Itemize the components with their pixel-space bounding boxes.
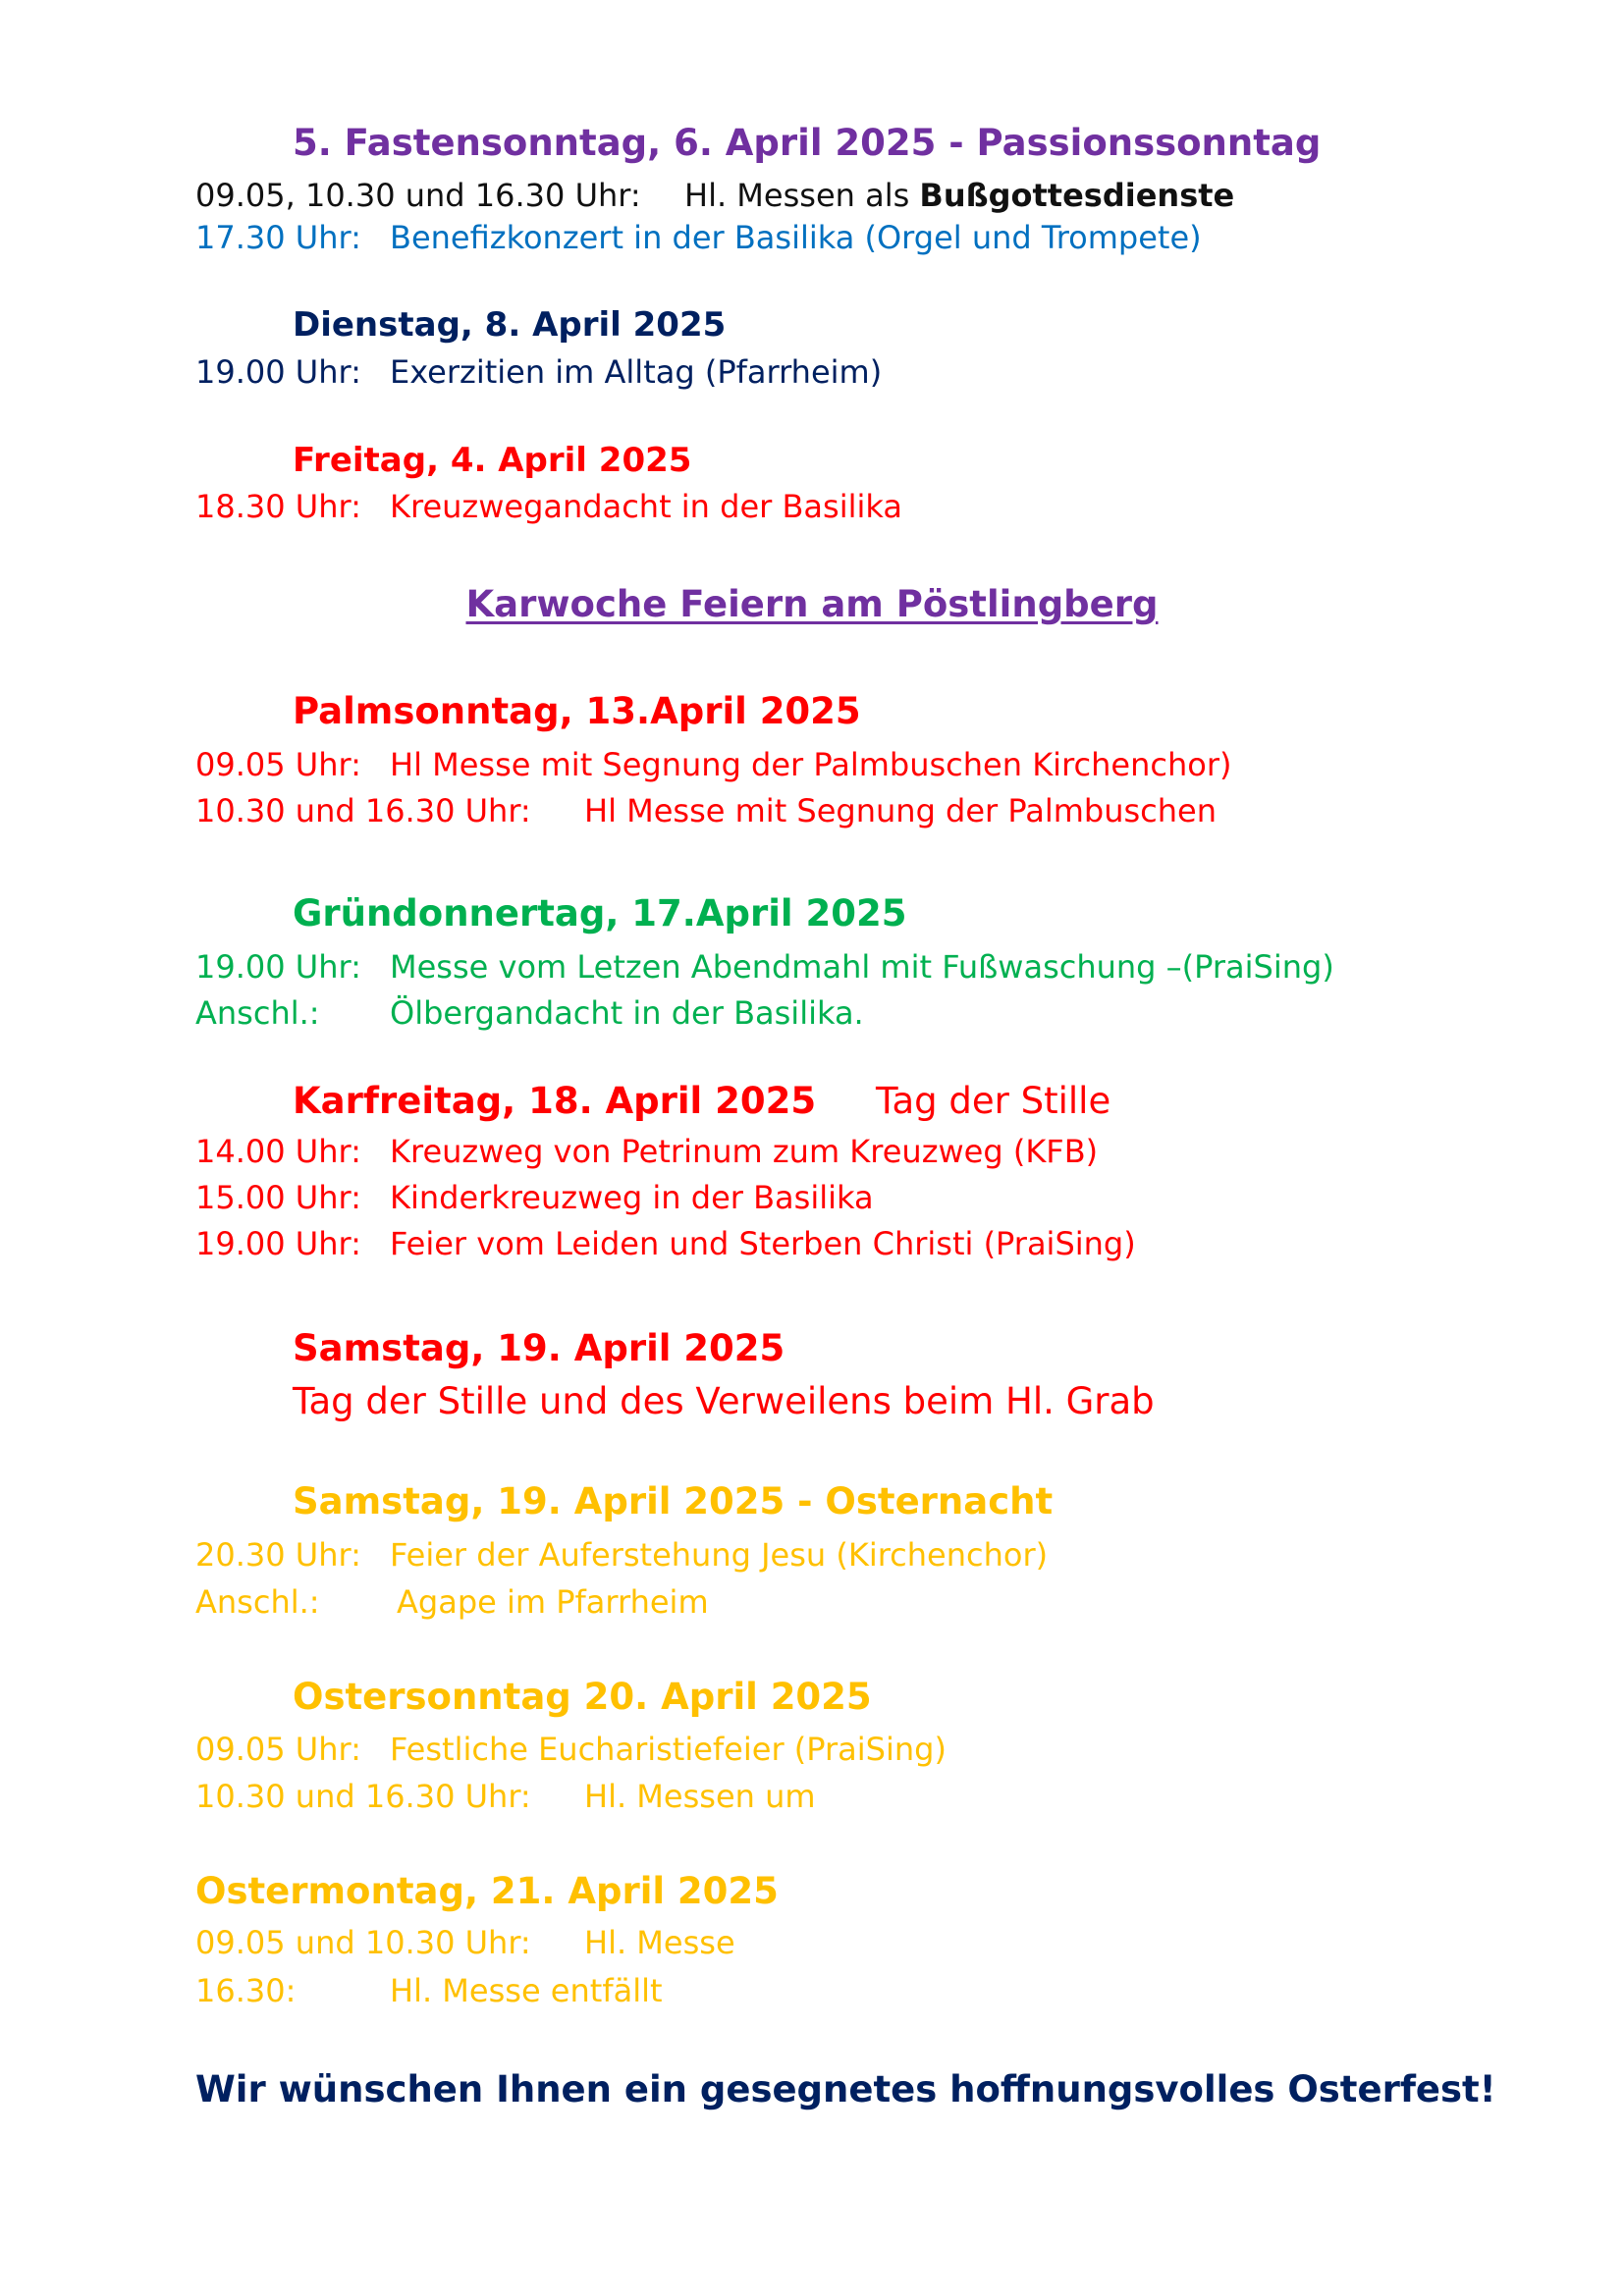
row-text: Hl Messe mit Segnung der Palmbuschen (584, 792, 1218, 829)
row-text: Feier vom Leiden und Sterben Christi (PraiSing) (390, 1225, 1136, 1262)
row-text: Hl Messe mit Segnung der Palmbuschen Kirchenchor) (390, 746, 1232, 783)
row-time: 17.30 Uhr: (195, 219, 361, 256)
heading-palmsonntag: Palmsonntag, 13.April 2025 (293, 690, 861, 732)
heading-freitag: Freitag, 4. April 2025 (293, 441, 692, 480)
heading-ostersonntag: Ostersonntag 20. April 2025 (293, 1676, 872, 1718)
row-text: Hl. Messen um (584, 1778, 816, 1815)
row-text: Hl. Messe entfällt (390, 1972, 663, 2009)
karwoche-title: Karwoche Feiern am Pöstlingberg (465, 583, 1159, 625)
row-text: Kinderkreuzweg in der Basilika (390, 1179, 874, 1216)
heading-osternacht: Samstag, 19. April 2025 - Osternacht (293, 1480, 1054, 1522)
heading-ostermontag: Ostermontag, 21. April 2025 (195, 1870, 779, 1912)
row-text: Benefizkonzert in der Basilika (Orgel und Trompete) (390, 219, 1202, 256)
row-time: 10.30 und 16.30 Uhr: (195, 1778, 531, 1815)
heading-dienstag: Dienstag, 8. April 2025 (293, 305, 727, 345)
row-time: 19.00 Uhr: (195, 353, 361, 391)
row-text: Festliche Eucharistiefeier (PraiSing) (390, 1731, 947, 1768)
row-text (684, 177, 1234, 214)
row-text: Agape im Pfarrheim (397, 1583, 709, 1621)
row-text: Messe vom Letzen Abendmahl mit Fußwaschung –(PraiSing) (390, 948, 1334, 986)
row-text: Kreuzweg von Petrinum zum Kreuzweg (KFB) (390, 1133, 1099, 1170)
row-time: 09.05 und 10.30 Uhr: (195, 1924, 531, 1961)
row-time: 14.00 Uhr: (195, 1133, 361, 1170)
closing-greeting: Wir wünschen Ihnen ein gesegnetes hoffnungsvolles Osterfest! (195, 2068, 1496, 2110)
row-text: Hl. Messe (584, 1924, 735, 1961)
row-text: Kreuzwegandacht in der Basilika (390, 488, 902, 525)
row-time: 15.00 Uhr: (195, 1179, 361, 1216)
row-text: Feier der Auferstehung Jesu (Kirchenchor) (390, 1536, 1049, 1574)
row-time: 09.05 Uhr: (195, 1731, 361, 1768)
samstag-subline: Tag der Stille und des Verweilens beim Hl. Grab (293, 1380, 1155, 1422)
heading-gruendonnerstag: Gründonnertag, 17.April 2025 (293, 892, 907, 934)
row-time: Anschl.: (195, 1583, 320, 1621)
heading-karfreitag-extra: Tag der Stille (876, 1080, 1111, 1122)
row-text-plain: Hl. Messen als (684, 177, 920, 214)
heading-samstag: Samstag, 19. April 2025 (293, 1327, 785, 1369)
heading-karfreitag: Karfreitag, 18. April 2025 (293, 1080, 817, 1122)
row-text: Ölbergandacht in der Basilika. (390, 994, 864, 1032)
row-time: 19.00 Uhr: (195, 948, 361, 986)
row-text-bold: Bußgottesdienste (919, 177, 1235, 214)
row-time: 20.30 Uhr: (195, 1536, 361, 1574)
row-time: 19.00 Uhr: (195, 1225, 361, 1262)
row-text: Exerzitien im Alltag (Pfarrheim) (390, 353, 883, 391)
heading-fastensonntag: 5. Fastensonntag, 6. April 2025 - Passionssonntag (293, 122, 1322, 164)
row-time: 18.30 Uhr: (195, 488, 361, 525)
row-time: 09.05, 10.30 und 16.30 Uhr: (195, 177, 641, 214)
row-time: Anschl.: (195, 994, 320, 1032)
row-time: 10.30 und 16.30 Uhr: (195, 792, 531, 829)
row-time: 16.30: (195, 1972, 297, 2009)
row-time: 09.05 Uhr: (195, 746, 361, 783)
